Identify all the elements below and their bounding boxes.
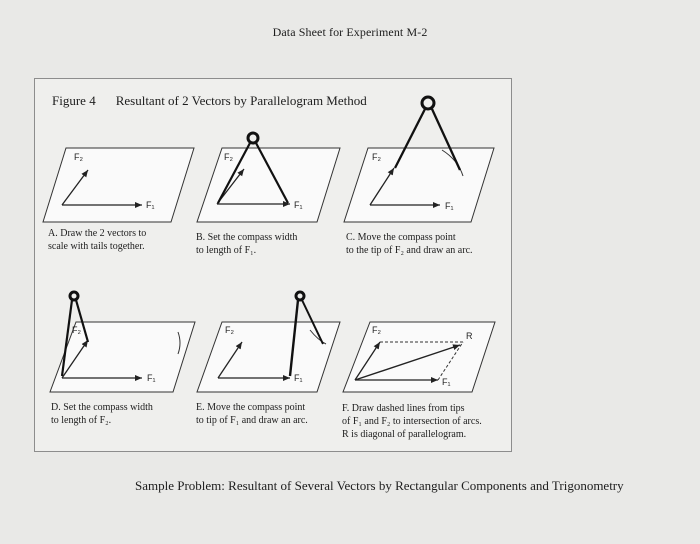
panel-d-f2-label: F₂ (72, 325, 81, 335)
figure-number: Figure 4 (52, 93, 96, 108)
step-a-caption (48, 227, 146, 253)
panel-f (343, 322, 495, 392)
step-c-line1: C. Move the compass point (346, 232, 456, 243)
step-f-line2: of F₁ and F₂ to intersection of arcs. (342, 416, 482, 427)
step-d-line2: to length of F₂. (51, 415, 112, 426)
panel-c-f2-label: F₂ (372, 152, 381, 162)
step-a-line1: A. Draw the 2 vectors to (48, 228, 147, 239)
step-a-line2: scale with tails together. (48, 241, 145, 252)
step-f-line3: R is diagonal of parallelogram. (342, 429, 467, 440)
panel-a-f2-label: F₂ (74, 152, 83, 162)
panel-e-f2-label: F₂ (225, 325, 234, 335)
panel-b-f2-label: F₂ (224, 152, 233, 162)
step-e-line2: to tip of F₁ and draw an arc. (196, 415, 308, 426)
panel-e-f1-label: F₁ (294, 373, 303, 383)
panel-b-frame (197, 148, 340, 222)
panel-a-f1-label: F₁ (146, 200, 155, 210)
step-c-line2: to the tip of F₂ and draw an arc. (346, 245, 473, 256)
step-e-caption (196, 401, 308, 427)
panel-c-f1-label: F₁ (445, 201, 454, 211)
step-b-caption (196, 231, 297, 257)
panel-f-f1-label: F₁ (442, 377, 451, 387)
panel-f-r-label: R (466, 331, 473, 341)
panel-c (344, 97, 494, 222)
step-d-line1: D. Set the compass width (51, 402, 153, 413)
step-e-line1: E. Move the compass point (196, 402, 306, 413)
panel-a (43, 148, 194, 222)
panel-e (197, 292, 340, 392)
panel-d-f1-label: F₁ (147, 373, 156, 383)
panel-a-frame (43, 148, 194, 222)
sample-problem-heading: Sample Problem: Resultant of Several Vectors by Rectangular Components and Trigonometry (135, 478, 624, 493)
step-f-caption (342, 402, 482, 441)
figure-title: Resultant of 2 Vectors by Parallelogram Method (115, 93, 367, 108)
page-header: Data Sheet for Experiment M-2 (272, 25, 428, 39)
step-b-line1: B. Set the compass width (196, 232, 298, 243)
panel-b (197, 133, 340, 222)
panel-c-frame (344, 148, 494, 222)
step-f-line1: F. Draw dashed lines from tips (342, 403, 465, 414)
panel-b-f1-label: F₁ (294, 200, 303, 210)
step-b-line2: to length of F₁. (196, 245, 257, 256)
step-d-caption (51, 401, 153, 427)
panel-d (50, 292, 195, 392)
panel-f-f2-label: F₂ (372, 325, 381, 335)
step-c-caption (346, 231, 473, 257)
